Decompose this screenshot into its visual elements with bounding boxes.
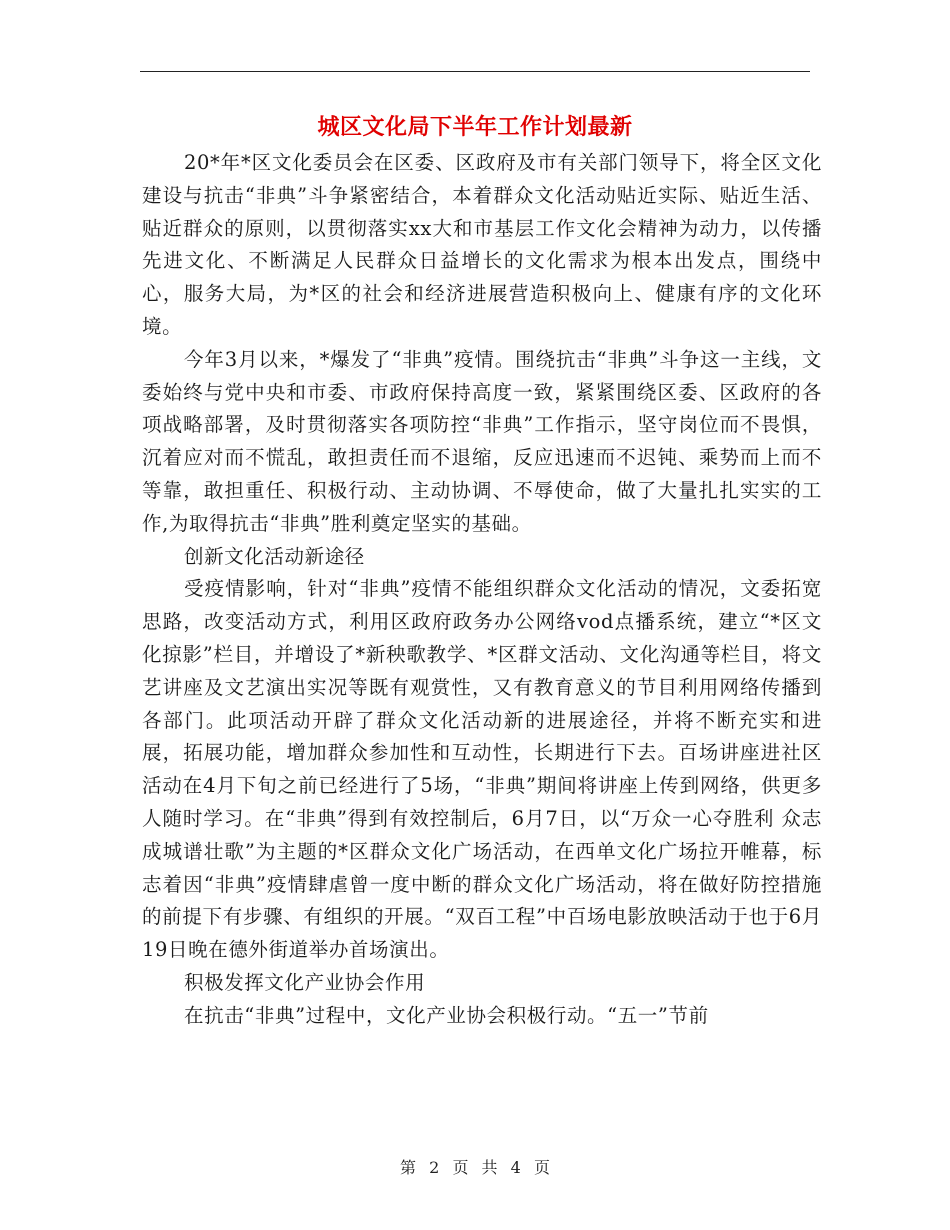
page-footer <box>0 1155 950 1178</box>
paragraph: 受疫情影响，针对“非典”疫情不能组织群众文化活动的情况，文委拓宽思路，改变活动方式，利用区政府政务办公网络vod点播系统，建立“*区文化掠影”栏目，并增设了*新秧歌教学、*区群文活动、文化沟通等栏目，将文艺讲座及文艺演出实况等既有观赏性，又有教育意义的节目利用网络传播到各部门。此项活动开辟了群众文化活动新的进展途径，并将不断充实和进展，拓展功能，增加群众参加性和互动性，长期进行下去。百场讲座进社区活动在4月下旬之前已经进行了5场，“非典”期间将讲座上传到网络，供更多人随时学习。在“非典”得到有效控制后，6月7日，以“万众一心夺胜利 众志成城谱壮歌”为主题的*区群众文化广场活动，在西单文化广场拉开帷幕，标志着因“非典”疫情肆虐曾一度中断的群众文化广场活动，将在做好防控措施的前提下有步骤、有组织的开展。“双百工程”中百场电影放映活动于也于6月19日晚在德外街道举办首场演出。 <box>142 577 822 962</box>
document-body <box>142 147 822 1033</box>
footer-prefix: 第 <box>400 1158 417 1177</box>
footer-page-word: 页 <box>452 1158 469 1177</box>
header-rule <box>140 71 810 72</box>
footer-suffix: 页 <box>533 1158 550 1177</box>
document-title: 城区文化局下半年工作计划最新 <box>317 114 633 140</box>
section-heading: 积极发挥文化产业协会作用 <box>184 970 426 994</box>
paragraph: 在抗击“非典”过程中，文化产业协会积极行动。“五一”节前 <box>184 1003 709 1027</box>
paragraph: 今年3月以来，*爆发了“非典”疫情。围绕抗击“非典”斗争这一主线，文委始终与党中央和市委、市政府保持高度一致，紧紧围绕区委、区政府的各项战略部署，及时贯彻落实各项防控“非典”工作指示，坚守岗位而不畏惧，沉着应对而不慌乱，敢担责任而不退缩，反应迅速而不迟钝、乘势而上而不等靠，敢担重任、积极行动、主动协调、不辱使命，做了大量扎扎实实的工作,为取得抗击“非典”胜利奠定坚实的基础。 <box>142 347 822 535</box>
footer-current-page: 2 <box>429 1158 440 1177</box>
section-heading: 创新文化活动新途径 <box>184 544 365 568</box>
footer-total-word: 共 <box>481 1158 498 1177</box>
paragraph: 20*年*区文化委员会在区委、区政府及市有关部门领导下，将全区文化建设与抗击“非典”斗争紧密结合，本着群众文化活动贴近实际、贴近生活、贴近群众的原则，以贯彻落实xx大和市基层工作文化会精神为动力，以传播先进文化、不断满足人民群众日益增长的文化需求为根本出发点，围绕中心，服务大局，为*区的社会和经济进展营造积极向上、健康有序的文化环境。 <box>142 151 822 338</box>
footer-total-pages: 4 <box>510 1158 521 1177</box>
